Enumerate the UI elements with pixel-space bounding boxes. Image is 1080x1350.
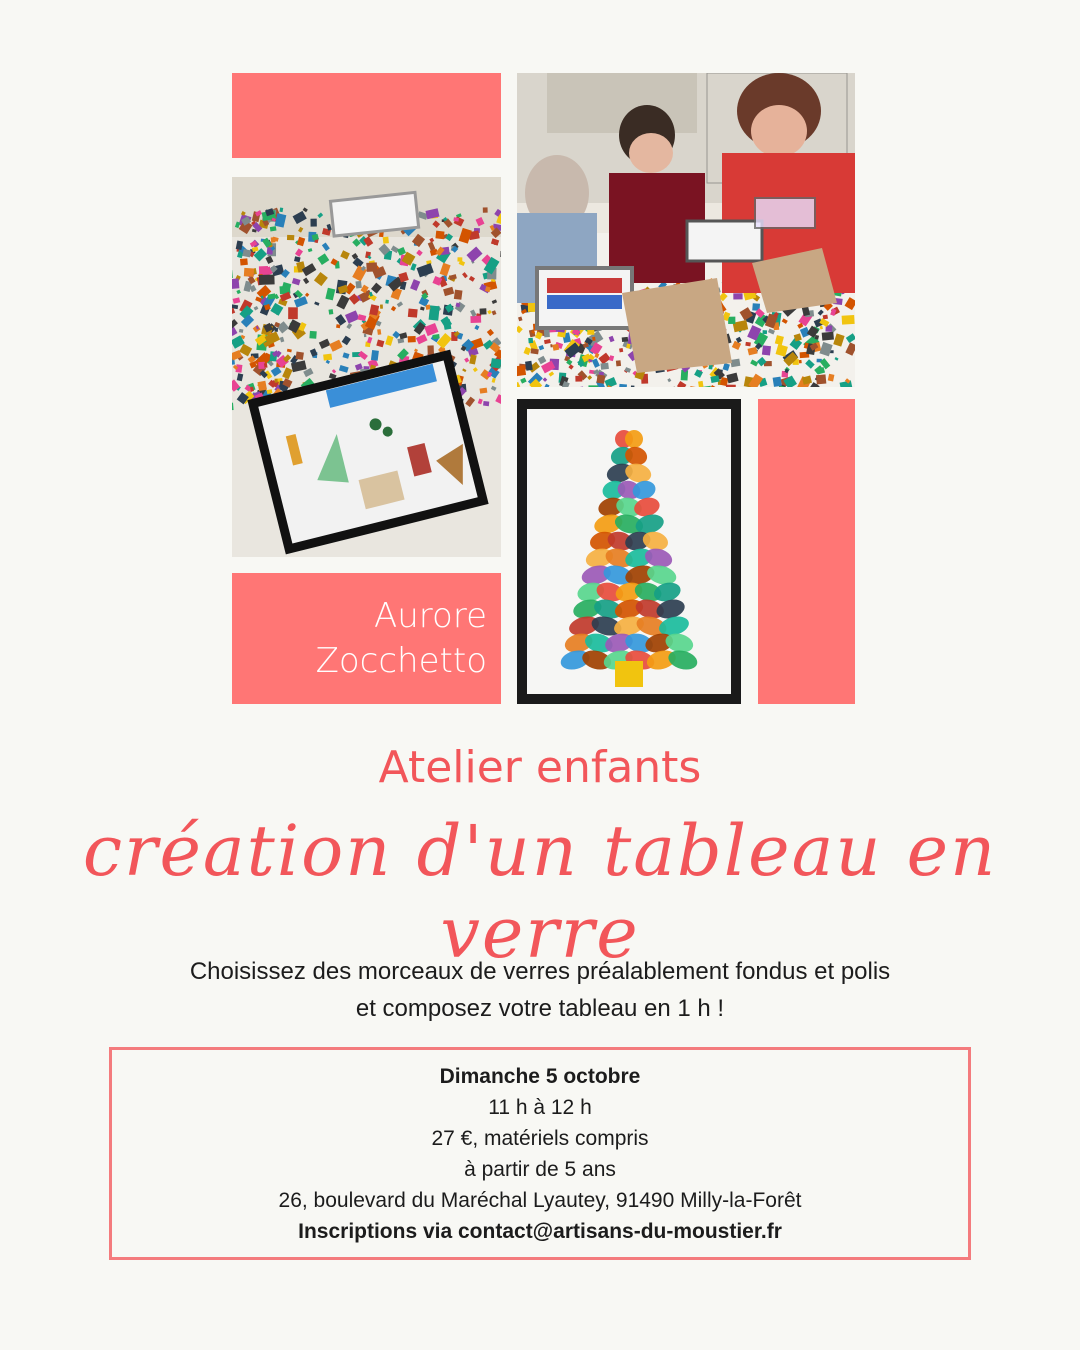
artist-last-name: Zocchetto: [315, 640, 487, 681]
decor-block-top-left: [232, 73, 501, 158]
artist-first-name: Aurore: [374, 596, 487, 637]
event-price: 27 €, matériels compris: [431, 1126, 649, 1150]
decor-block-right: [758, 399, 855, 704]
description-line-1: Choisissez des morceaux de verres préalablement fondus et polis: [189, 958, 891, 985]
event-time: 11 h à 12 h: [488, 1095, 592, 1119]
event-address: 26, boulevard du Maréchal Lyautey, 91490 Milly-la-Forêt: [278, 1188, 802, 1212]
event-title-script: création d'un tableau en verre: [82, 810, 998, 974]
event-date: Dimanche 5 octobre: [439, 1064, 641, 1088]
glass-christmas-tree-photo: [517, 399, 741, 704]
description-line-2: et composez votre tableau en 1 h !: [355, 995, 725, 1022]
event-registration: Inscriptions via contact@artisans-du-moustier.fr: [298, 1219, 782, 1243]
event-age: à partir de 5 ans: [464, 1157, 616, 1181]
event-type-heading: Atelier enfants: [378, 742, 702, 793]
children-workshop-photo: [517, 73, 855, 387]
artist-name-block: [232, 573, 501, 704]
glass-pieces-table-photo: [232, 177, 501, 557]
event-info-box: [109, 1047, 971, 1260]
event-description: [0, 953, 1080, 1027]
